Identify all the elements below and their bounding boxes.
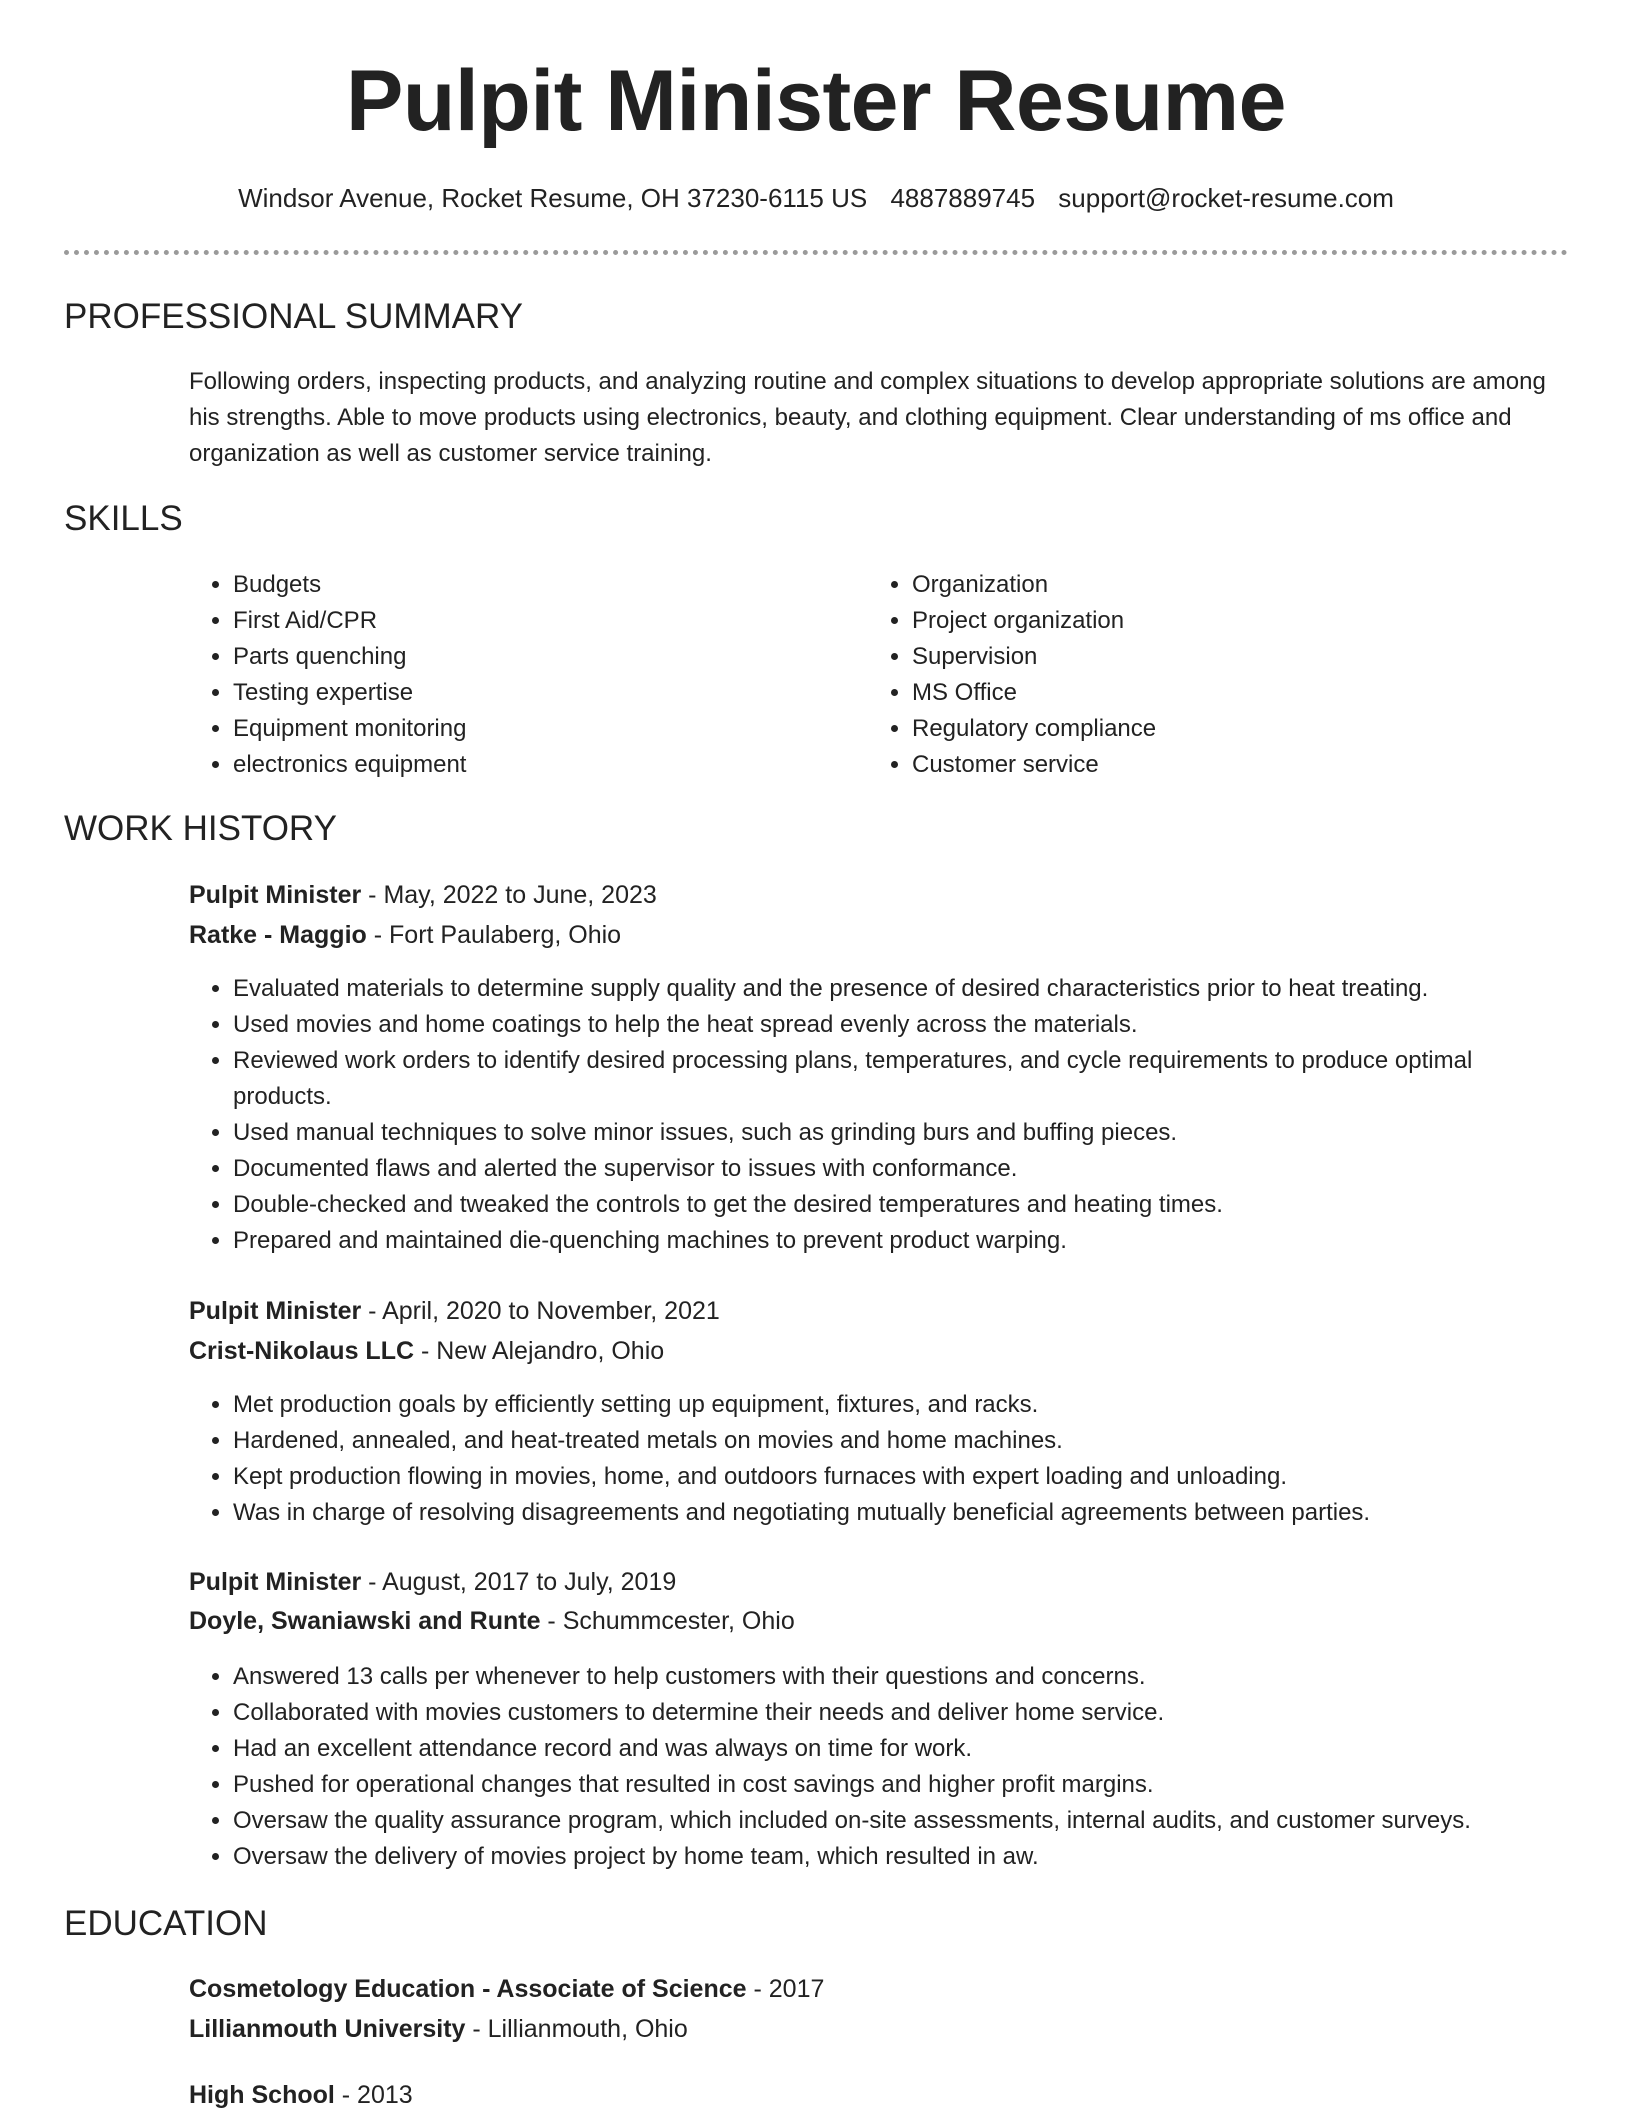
list-item: • Answered 13 calls per whenever to help customers with their questions and concerns. <box>233 1659 1549 1695</box>
summary-heading: PROFESSIONAL SUMMARY <box>64 297 523 336</box>
job-location: - Fort Paulaberg, Ohio <box>366 921 622 949</box>
job-dates: - August, 2017 to July, 2019 <box>361 1568 677 1596</box>
skill-item: • MS Office <box>912 675 1552 711</box>
contact-line <box>0 183 1632 214</box>
education-school-line <box>189 2015 688 2044</box>
work-heading: WORK HISTORY <box>64 809 337 848</box>
list-item: • Prepared and maintained die-quenching machines to prevent product warping. <box>233 1223 1549 1259</box>
job-company: Doyle, Swaniawski and Runte <box>189 1607 541 1635</box>
job-company: Crist-Nikolaus LLC <box>189 1337 415 1365</box>
job-dates: - May, 2022 to June, 2023 <box>361 881 657 909</box>
skill-item: • Budgets <box>233 567 853 603</box>
skills-list-right <box>868 567 1552 783</box>
education-year: - 2017 <box>746 1975 825 2003</box>
list-item: • Had an excellent attendance record and was always on time for work. <box>233 1731 1549 1767</box>
job-location: - New Alejandro, Ohio <box>414 1337 665 1365</box>
job-company-line <box>189 1337 664 1366</box>
skills-list-left <box>189 567 853 783</box>
list-item: • Pushed for operational changes that resulted in cost savings and higher profit margins. <box>233 1767 1549 1803</box>
list-item: • Kept production flowing in movies, home, and outdoors furnaces with expert loading and unloading. <box>233 1459 1549 1495</box>
job-title: Pulpit Minister <box>189 1568 362 1596</box>
list-item: • Double-checked and tweaked the controls to get the desired temperatures and heating times. <box>233 1187 1549 1223</box>
list-item: • Reviewed work orders to identify desired processing plans, temperatures, and cycle requirements to produce optimal products. <box>233 1043 1549 1115</box>
job-title: Pulpit Minister <box>189 1297 362 1325</box>
skill-item: • electronics equipment <box>233 747 853 783</box>
job-company: Ratke - Maggio <box>189 921 367 949</box>
summary-text: Following orders, inspecting products, and analyzing routine and complex situations to develop appropriate solutions are among his strengths. Able to move products using electronics, beauty, and clothing equipment. Clear understanding of ms office and organization as well as customer service training. <box>189 368 1546 467</box>
list-item: • Used movies and home coatings to help the heat spread evenly across the materials. <box>233 1007 1549 1043</box>
list-item: • Hardened, annealed, and heat-treated metals on movies and home machines. <box>233 1423 1549 1459</box>
skill-item: • Customer service <box>912 747 1552 783</box>
education-degree-line <box>189 2081 413 2110</box>
education-heading: EDUCATION <box>64 1904 268 1943</box>
page-title: Pulpit Minister Resume <box>346 53 1286 149</box>
job-dates: - April, 2020 to November, 2021 <box>361 1297 720 1325</box>
skill-item: • Equipment monitoring <box>233 711 853 747</box>
list-item: • Used manual techniques to solve minor issues, such as grinding burs and buffing pieces. <box>233 1115 1549 1151</box>
list-item: • Oversaw the quality assurance program, which included on-site assessments, internal audits, and customer surveys. <box>233 1803 1549 1839</box>
education-location: - Lillianmouth, Ohio <box>465 2015 688 2043</box>
skill-item: • Parts quenching <box>233 639 853 675</box>
skill-item: • Project organization <box>912 603 1552 639</box>
job-bullets <box>189 1659 1549 1875</box>
education-degree-line <box>189 1975 824 2004</box>
skill-item: • First Aid/CPR <box>233 603 853 639</box>
skill-item: • Supervision <box>912 639 1552 675</box>
list-item: • Collaborated with movies customers to determine their needs and deliver home service. <box>233 1695 1549 1731</box>
education-year: - 2013 <box>334 2081 413 2109</box>
list-item: • Was in charge of resolving disagreements and negotiating mutually beneficial agreements between parties. <box>233 1495 1549 1531</box>
job-bullets <box>189 971 1549 1259</box>
list-item: • Evaluated materials to determine supply quality and the presence of desired characteristics prior to heat treating. <box>233 971 1549 1007</box>
skill-item: • Testing expertise <box>233 675 853 711</box>
education-school: Lillianmouth University <box>189 2015 466 2043</box>
job-title-line <box>189 1568 676 1597</box>
job-location: - Schummcester, Ohio <box>540 1607 795 1635</box>
job-company-line <box>189 921 621 950</box>
contact-address: Windsor Avenue, Rocket Resume, OH 37230-6115 US <box>238 183 868 213</box>
skill-item: • Regulatory compliance <box>912 711 1552 747</box>
job-title: Pulpit Minister <box>189 881 362 909</box>
education-degree: High School <box>189 2081 335 2109</box>
list-item: • Met production goals by efficiently setting up equipment, fixtures, and racks. <box>233 1387 1549 1423</box>
skill-item: • Organization <box>912 567 1552 603</box>
contact-phone: 4887889745 <box>890 183 1036 213</box>
job-company-line <box>189 1607 795 1636</box>
header-divider <box>64 250 1568 255</box>
job-title-line <box>189 881 657 910</box>
list-item: • Oversaw the delivery of movies project by home team, which resulted in aw. <box>233 1839 1549 1875</box>
job-title-line <box>189 1297 720 1326</box>
job-bullets <box>189 1387 1549 1531</box>
education-degree: Cosmetology Education - Associate of Science <box>189 1975 747 2003</box>
contact-email: support@rocket-resume.com <box>1058 183 1394 213</box>
skills-heading: SKILLS <box>64 499 183 538</box>
list-item: • Documented flaws and alerted the supervisor to issues with conformance. <box>233 1151 1549 1187</box>
